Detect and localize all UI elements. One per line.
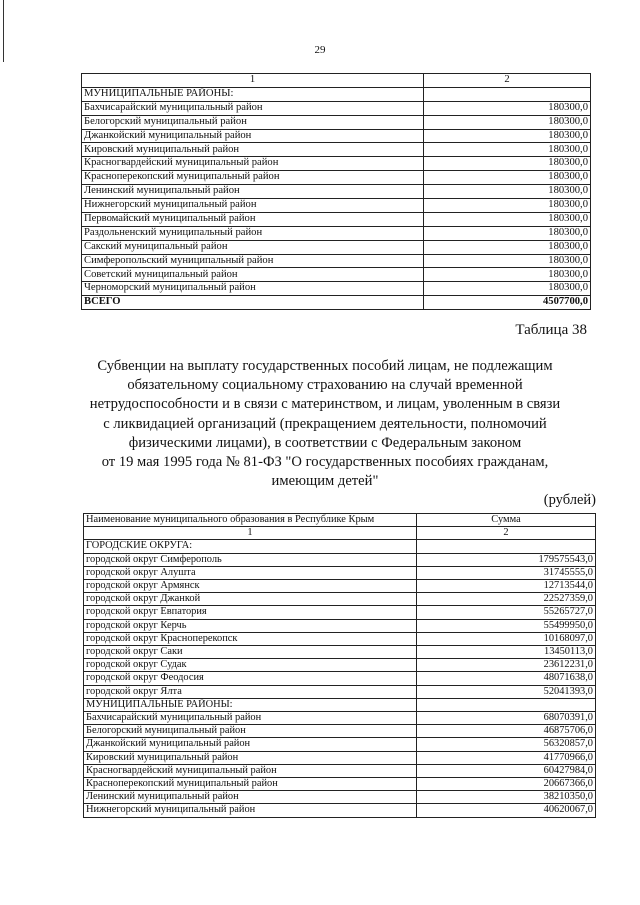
row-value: 23612231,0 <box>417 659 596 672</box>
table-row <box>84 606 596 619</box>
row-label: Джанкойский муниципальный район <box>82 129 424 143</box>
table-row <box>84 553 596 566</box>
table-row <box>84 580 596 593</box>
row-label: городской округ Симферополь <box>84 553 417 566</box>
section-label: МУНИЦИПАЛЬНЫЕ РАЙОНЫ: <box>82 87 424 101</box>
table-row <box>82 226 591 240</box>
row-value: 68070391,0 <box>417 712 596 725</box>
table-top-body <box>82 74 591 310</box>
section-empty-cell <box>417 540 596 553</box>
row-value: 180300,0 <box>424 199 591 213</box>
row-value: 20667366,0 <box>417 778 596 791</box>
row-value: 56320857,0 <box>417 738 596 751</box>
row-label: городской округ Судак <box>84 659 417 672</box>
row-label: городской округ Алушта <box>84 566 417 579</box>
row-label: городской округ Джанкой <box>84 593 417 606</box>
table-row <box>84 593 596 606</box>
margin-stamp <box>583 825 597 885</box>
row-value: 48071638,0 <box>417 672 596 685</box>
row-value: 22527359,0 <box>417 593 596 606</box>
row-value: 180300,0 <box>424 115 591 129</box>
row-value: 180300,0 <box>424 171 591 185</box>
subtitle-line: от 19 мая 1995 года № 81-ФЗ "О государственных пособиях гражданам, <box>101 454 549 471</box>
row-label: Раздольненский муниципальный район <box>82 226 424 240</box>
row-value: 180300,0 <box>424 282 591 296</box>
row-label: Ленинский муниципальный район <box>84 791 417 804</box>
row-value: 180300,0 <box>424 226 591 240</box>
row-value: 41770966,0 <box>417 751 596 764</box>
table-row <box>84 712 596 725</box>
subtitle-line: нетрудоспособности и в связи с материнством, и лицам, уволенным в связи <box>89 396 561 413</box>
row-value: 40620067,0 <box>417 804 596 817</box>
table-row <box>84 725 596 738</box>
row-value: 180300,0 <box>424 212 591 226</box>
row-label: городской округ Феодосия <box>84 672 417 685</box>
row-value: 180300,0 <box>424 157 591 171</box>
row-label: городской округ Армянск <box>84 580 417 593</box>
row-label: Симферопольский муниципальный район <box>82 254 424 268</box>
row-label: городской округ Ялта <box>84 685 417 698</box>
row-value: 13450113,0 <box>417 646 596 659</box>
table-row <box>82 212 591 226</box>
row-value: 12713544,0 <box>417 580 596 593</box>
table-38 <box>83 513 596 818</box>
total-row <box>82 296 591 310</box>
row-label: Бахчисарайский муниципальный район <box>84 712 417 725</box>
table-row <box>84 751 596 764</box>
row-label: городской округ Красноперекопск <box>84 632 417 645</box>
col-number-2: 2 <box>424 74 591 88</box>
table-row <box>84 804 596 817</box>
table-allocations-continued <box>81 73 591 310</box>
table-header-row <box>84 514 596 527</box>
subtitle-line: с ликвидацией организаций (прекращением деятельности, полномочий <box>103 415 547 432</box>
subtitle-line: Субвенции на выплату государственных пособий лицам, не подлежащим <box>97 358 553 374</box>
col-header-name: Наименование муниципального образования в Республике Крым <box>84 514 417 527</box>
section-row <box>84 698 596 711</box>
row-value: 55499950,0 <box>417 619 596 632</box>
row-label: Кировский муниципальный район <box>82 143 424 157</box>
row-value: 31745555,0 <box>417 566 596 579</box>
row-value: 180300,0 <box>424 129 591 143</box>
col-number-1: 1 <box>82 74 424 88</box>
row-value: 180300,0 <box>424 143 591 157</box>
table-subtitle <box>70 357 580 491</box>
table-row <box>84 672 596 685</box>
section-label: МУНИЦИПАЛЬНЫЕ РАЙОНЫ: <box>84 698 417 711</box>
row-label: Красноперекопский муниципальный район <box>82 171 424 185</box>
table-row <box>84 646 596 659</box>
row-label: Нижнегорский муниципальный район <box>82 199 424 213</box>
total-label: ВСЕГО <box>82 296 424 310</box>
table-row <box>84 659 596 672</box>
row-label: городской округ Саки <box>84 646 417 659</box>
table-row <box>82 157 591 171</box>
table-header-row <box>82 74 591 88</box>
row-value: 46875706,0 <box>417 725 596 738</box>
subtitle-line: физическими лицами), в соответствии с Федеральным законом <box>128 434 522 451</box>
table-row <box>84 738 596 751</box>
row-value: 55265727,0 <box>417 606 596 619</box>
row-value: 38210350,0 <box>417 791 596 804</box>
page-number: 29 <box>314 44 326 56</box>
subtitle-line: обязательному социальному страхованию на случай временной <box>127 377 523 394</box>
row-label: Нижнегорский муниципальный район <box>84 804 417 817</box>
section-empty-cell <box>417 698 596 711</box>
row-label: Советский муниципальный район <box>82 268 424 282</box>
table-row <box>84 778 596 791</box>
row-value: 180300,0 <box>424 185 591 199</box>
row-label: Первомайский муниципальный район <box>82 212 424 226</box>
table-row <box>82 282 591 296</box>
row-value: 179575543,0 <box>417 553 596 566</box>
section-empty-cell <box>424 87 591 101</box>
table-row <box>82 129 591 143</box>
section-row <box>82 87 591 101</box>
table-row <box>82 185 591 199</box>
row-label: Джанкойский муниципальный район <box>84 738 417 751</box>
row-label: Кировский муниципальный район <box>84 751 417 764</box>
row-value: 52041393,0 <box>417 685 596 698</box>
column-number-row <box>84 527 596 540</box>
row-label: Ленинский муниципальный район <box>82 185 424 199</box>
row-value: 60427984,0 <box>417 764 596 777</box>
currency-unit: (рублей) <box>543 492 596 508</box>
row-label: Красногвардейский муниципальный район <box>84 764 417 777</box>
col-header-sum: Сумма <box>417 514 596 527</box>
table-row <box>82 143 591 157</box>
section-row <box>84 540 596 553</box>
row-value: 180300,0 <box>424 240 591 254</box>
row-value: 180300,0 <box>424 254 591 268</box>
row-label: Красноперекопский муниципальный район <box>84 778 417 791</box>
row-label: Бахчисарайский муниципальный район <box>82 101 424 115</box>
subtitle-line: имеющим детей" <box>271 473 379 490</box>
col-number-2: 2 <box>417 527 596 540</box>
table-row <box>84 632 596 645</box>
section-label: ГОРОДСКИЕ ОКРУГА: <box>84 540 417 553</box>
table-row <box>82 268 591 282</box>
table-row <box>82 254 591 268</box>
table-row <box>84 685 596 698</box>
table-row <box>82 115 591 129</box>
table-38-body <box>84 514 596 818</box>
row-value: 180300,0 <box>424 268 591 282</box>
row-label: городской округ Керчь <box>84 619 417 632</box>
row-label: городской округ Евпатория <box>84 606 417 619</box>
col-number-1: 1 <box>84 527 417 540</box>
total-value: 4507700,0 <box>424 296 591 310</box>
row-value: 180300,0 <box>424 101 591 115</box>
table-row <box>82 199 591 213</box>
table-row <box>84 764 596 777</box>
table-caption: Таблица 38 <box>515 322 587 338</box>
table-row <box>82 101 591 115</box>
row-value: 10168097,0 <box>417 632 596 645</box>
row-label: Белогорский муниципальный район <box>82 115 424 129</box>
row-label: Черноморский муниципальный район <box>82 282 424 296</box>
row-label: Красногвардейский муниципальный район <box>82 157 424 171</box>
table-row <box>82 171 591 185</box>
row-label: Белогорский муниципальный район <box>84 725 417 738</box>
table-row <box>82 240 591 254</box>
table-row <box>84 619 596 632</box>
row-label: Сакский муниципальный район <box>82 240 424 254</box>
table-row <box>84 791 596 804</box>
table-row <box>84 566 596 579</box>
